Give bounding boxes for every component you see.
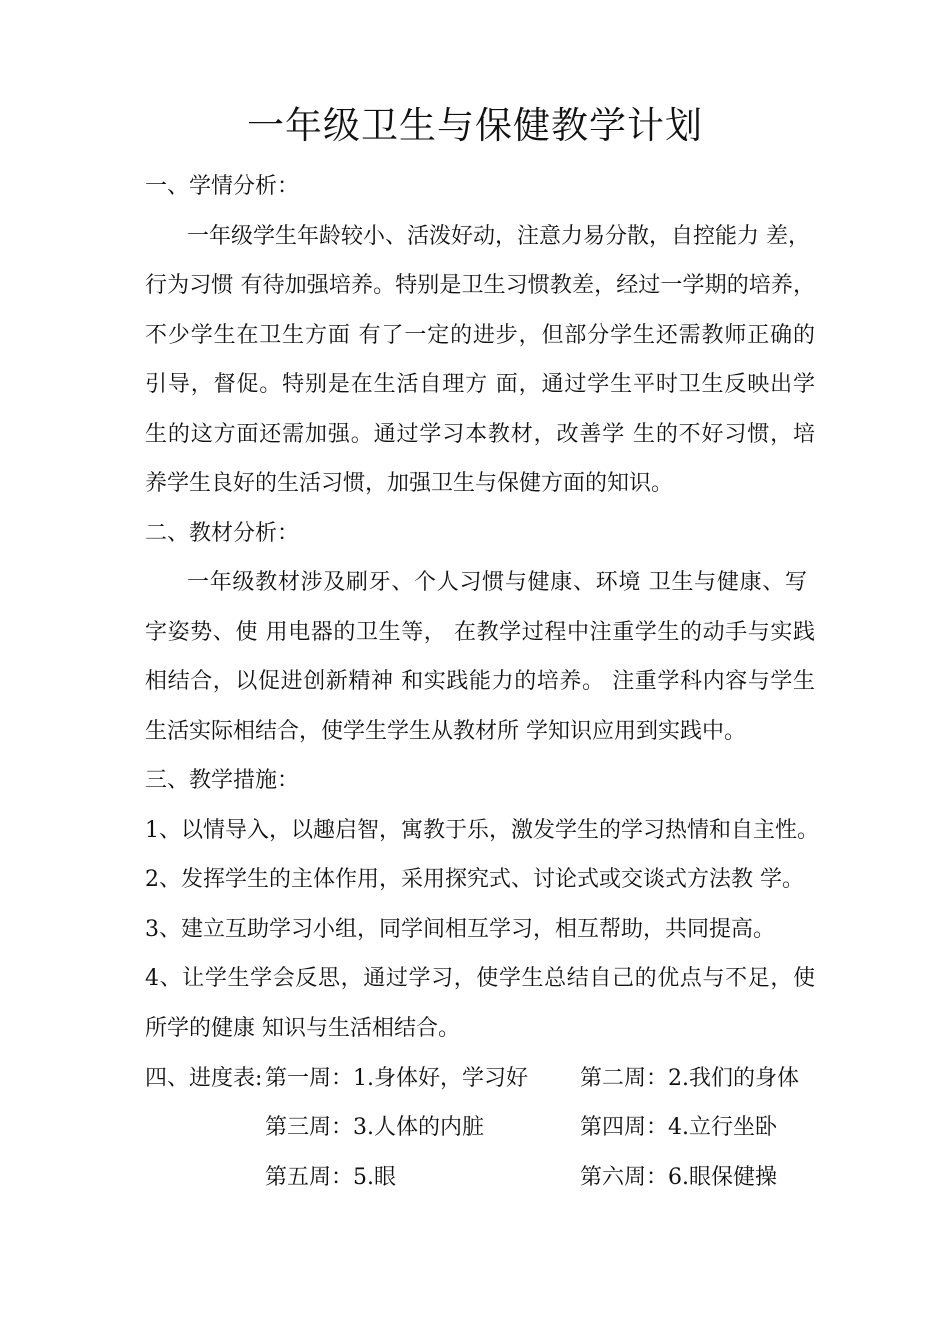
paragraph-line: 相结合，以促进创新精神 和实践能力的培养。 注重学科内容与学生 xyxy=(145,669,815,694)
section-heading-learning-analysis: 一、学情分析： xyxy=(145,174,300,199)
list-item-continued: 所学的健康 知识与生活相结合。 xyxy=(145,1016,460,1041)
paragraph-line: 不少学生在卫生方面 有了一定的进步，但部分学生还需教师正确的 xyxy=(145,323,815,348)
section-heading-schedule: 四、进度表: xyxy=(145,1066,263,1091)
list-item: 2、发挥学生的主体作用，采用探究式、讨论式或交谈式方法教 学。 xyxy=(145,867,804,892)
schedule-week-4: 第四周：4.立行坐卧 xyxy=(580,1115,777,1140)
paragraph-line: 生的这方面还需加强。通过学习本教材，改善学 生的不好习惯，培 xyxy=(145,422,815,447)
schedule-week-2: 第二周：2.我们的身体 xyxy=(580,1066,799,1091)
paragraph-line: 引导，督促。特别是在生活自理方 面，通过学生平时卫生反映出学 xyxy=(145,372,815,397)
section-heading-material-analysis: 二、教材分析： xyxy=(145,521,300,546)
document-title: 一年级卫生与保健教学计划 xyxy=(247,104,703,147)
paragraph-line: 字姿势、使 用电器的卫生等， 在教学过程中注重学生的动手与实践 xyxy=(145,620,815,645)
schedule-week-5: 第五周：5.眼 xyxy=(265,1165,396,1190)
schedule-week-6: 第六周：6.眼保健操 xyxy=(580,1165,777,1190)
paragraph-line: 养学生良好的生活习惯，加强卫生与保健方面的知识。 xyxy=(145,471,674,496)
list-item: 4、让学生学会反思，通过学习，使学生总结自己的优点与不足，使 xyxy=(145,966,815,991)
paragraph-line: 一年级学生年龄较小、活泼好动，注意力易分散，自控能力 差， xyxy=(187,224,810,249)
section-heading-teaching-measures: 三、教学措施： xyxy=(145,768,300,793)
schedule-week-3: 第三周：3.人体的内脏 xyxy=(265,1115,484,1140)
paragraph-line: 行为习惯 有待加强培养。特别是卫生习惯教差，经过一学期的培养， xyxy=(145,273,815,298)
list-item: 3、建立互助学习小组，同学间相互学习，相互帮助，共同提高。 xyxy=(145,917,775,942)
schedule-week-1: 第一周：1.身体好，学习好 xyxy=(265,1066,528,1091)
list-item: 1、以情导入，以趣启智，寓教于乐，激发学生的学习热情和自主性。 xyxy=(145,818,819,843)
paragraph-line: 生活实际相结合，使学生学生从教材所 学知识应用到实践中。 xyxy=(145,719,746,744)
paragraph-line: 一年级教材涉及刷牙、个人习惯与健康、环境 卫生与健康、写 xyxy=(187,570,807,595)
